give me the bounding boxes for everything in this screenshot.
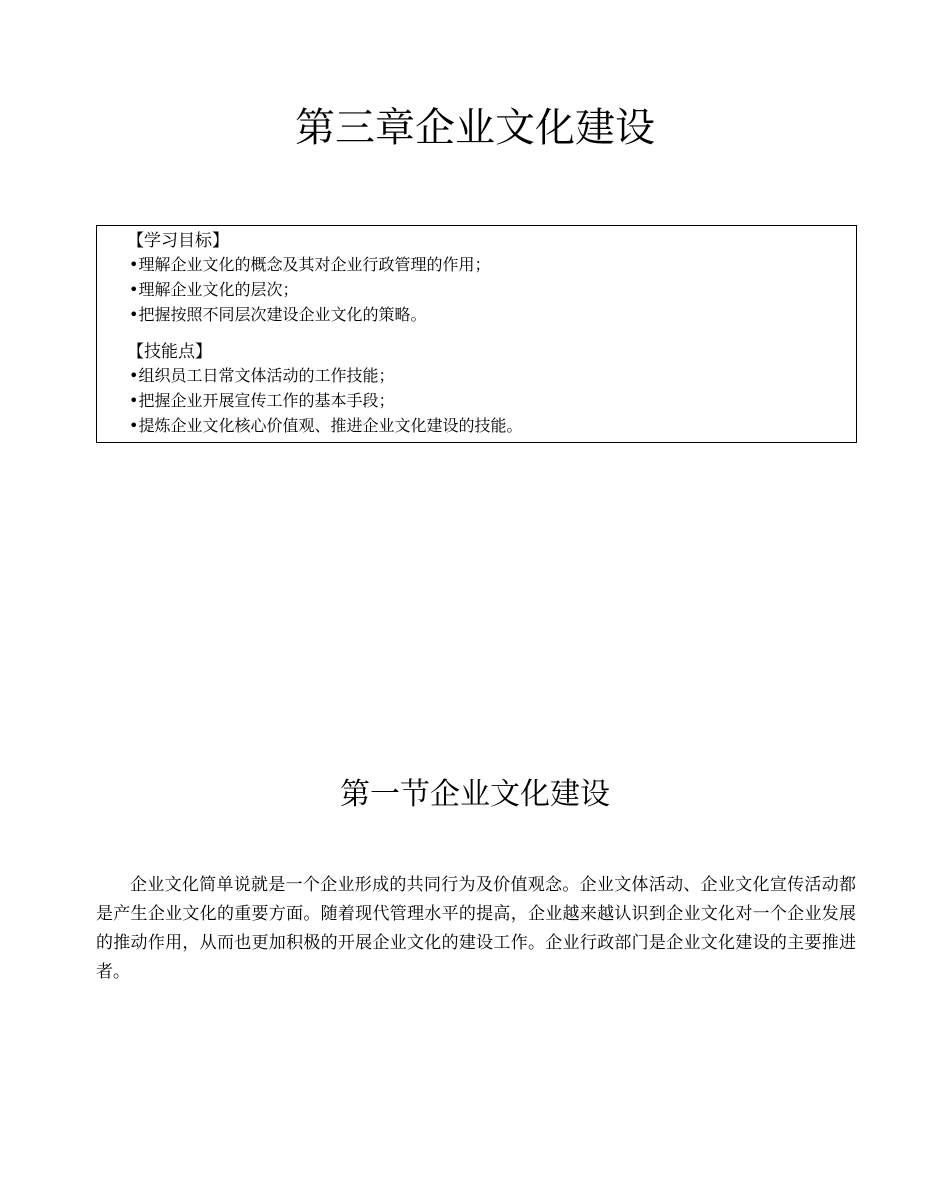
box-spacer bbox=[127, 327, 856, 341]
body-paragraph: 企业文化简单说就是一个企业形成的共同行为及价值观念。企业文体活动、企业文化宣传活动都是产生企业文化的重要方面。随着现代管理水平的提高，企业越来越认识到企业文化对一个企业发展的推动作用，从而也更加积极的开展企业文化的建设工作。企业行政部门是企业文化建设的主要推进者。 bbox=[96, 875, 856, 982]
learning-objective-item: •把握按照不同层次建设企业文化的策略。 bbox=[129, 305, 427, 324]
learning-objective-item: •理解企业文化的概念及其对企业行政管理的作用； bbox=[129, 255, 491, 274]
skill-item: •组织员工日常文体活动的工作技能； bbox=[129, 366, 395, 385]
chapter-title: 第三章企业文化建设 bbox=[295, 105, 655, 151]
learning-objectives-heading: 【学习目标】 bbox=[127, 231, 229, 251]
skill-item: •提炼企业文化核心价值观、推进企业文化建设的技能。 bbox=[129, 416, 523, 435]
skill-item: •把握企业开展宣传工作的基本手段； bbox=[129, 391, 395, 410]
section-title: 第一节企业文化建设 bbox=[340, 777, 610, 812]
skills-heading: 【技能点】 bbox=[127, 342, 212, 362]
objectives-box bbox=[96, 225, 857, 443]
learning-objective-item: •理解企业文化的层次； bbox=[129, 280, 299, 299]
